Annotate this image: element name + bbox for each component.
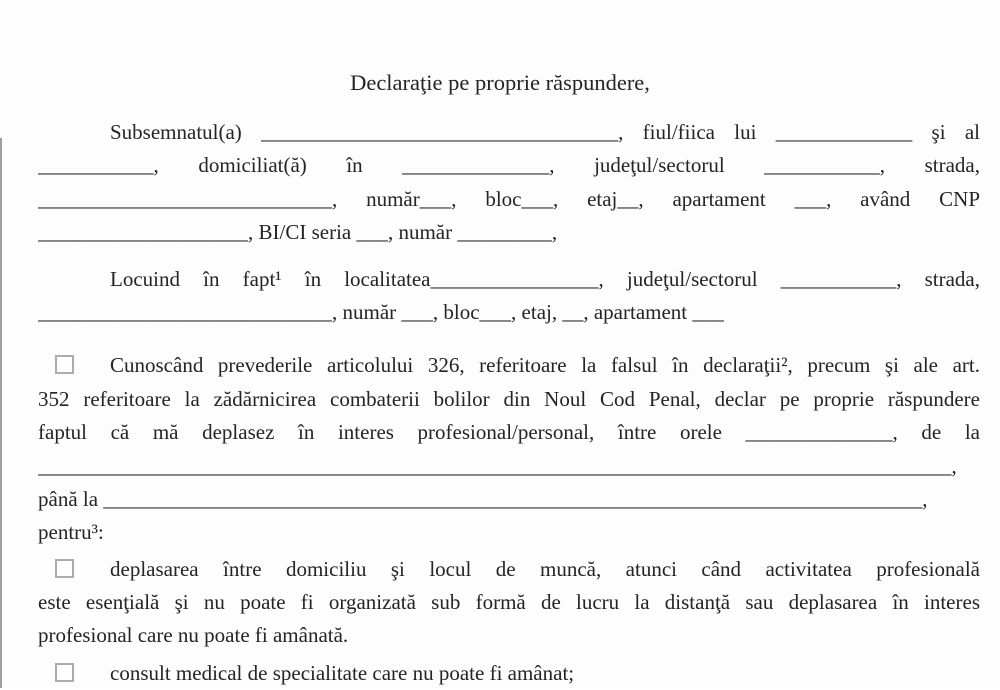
document-body [38, 116, 980, 690]
paragraph-identity [38, 116, 980, 250]
document-line [38, 657, 980, 690]
line-text: Locuind în fapt¹ în localitatea________________, judeţul/sectorul ___________, strada, [110, 266, 980, 291]
paragraph-declaration [38, 349, 980, 549]
document-title: Declaraţie pe proprie răspundere, [350, 70, 650, 95]
line-text: consult medical de specialitate care nu poate fi amânat; [110, 660, 575, 685]
line-text: este esenţială şi nu poate fi organizată sub formă de lucru la distanţă sau deplasarea în interes [38, 590, 980, 615]
document-line [38, 516, 980, 549]
checkbox-icon [55, 355, 74, 374]
paragraph-reason-work [38, 553, 980, 653]
document-line [38, 619, 980, 652]
line-text: ____________________________, număr___, bloc___, etaj__, apartament ___, având CNP [38, 186, 980, 211]
line-text: faptul că mă deplasez în interes profesional/personal, între orele ______________, de la [38, 420, 980, 445]
document-line [38, 416, 980, 449]
document-line [38, 383, 980, 416]
line-text: ____________________, BI/CI seria ___, număr _________, [38, 220, 558, 245]
line-text: până la ______________________________________________________________________________, [38, 486, 928, 511]
checkbox-icon [55, 559, 74, 578]
scan-edge-shadow [0, 138, 2, 688]
document-line [38, 116, 980, 149]
document-line [38, 296, 980, 329]
document-line [38, 586, 980, 619]
paragraph-residence [38, 263, 980, 330]
line-text: ___________, domiciliat(ă) în ______________, judeţul/sectorul ___________, strada, [38, 153, 980, 178]
document-line [38, 263, 980, 296]
document-line [38, 183, 980, 216]
document-line [38, 216, 980, 249]
document-line [38, 483, 980, 516]
line-text: pentru³: [38, 520, 104, 545]
document-line [38, 149, 980, 182]
line-text: Subsemnatul(a) __________________________________, fiul/fiica lui _____________ şi al [110, 120, 980, 144]
paragraph-reason-medical [38, 657, 980, 690]
document-line [38, 553, 980, 586]
line-text: Cunoscând prevederile articolului 326, referitoare la falsul în declaraţii², precum şi ale art. [110, 353, 980, 378]
line-text: deplasarea între domiciliu şi locul de muncă, atunci când activitatea profesională [110, 556, 980, 581]
checkbox-icon [55, 663, 74, 682]
line-text: _______________________________________________________________________________________, [38, 453, 957, 478]
line-text: ____________________________, număr ___, bloc___, etaj, __, apartament ___ [38, 299, 724, 324]
document-line [38, 349, 980, 382]
line-text: 352 referitoare la zădărnicirea combaterii bolilor din Noul Cod Penal, declar pe proprie răspundere [38, 386, 980, 411]
document-line [38, 450, 980, 483]
line-text: profesional care nu poate fi amânată. [38, 623, 349, 648]
